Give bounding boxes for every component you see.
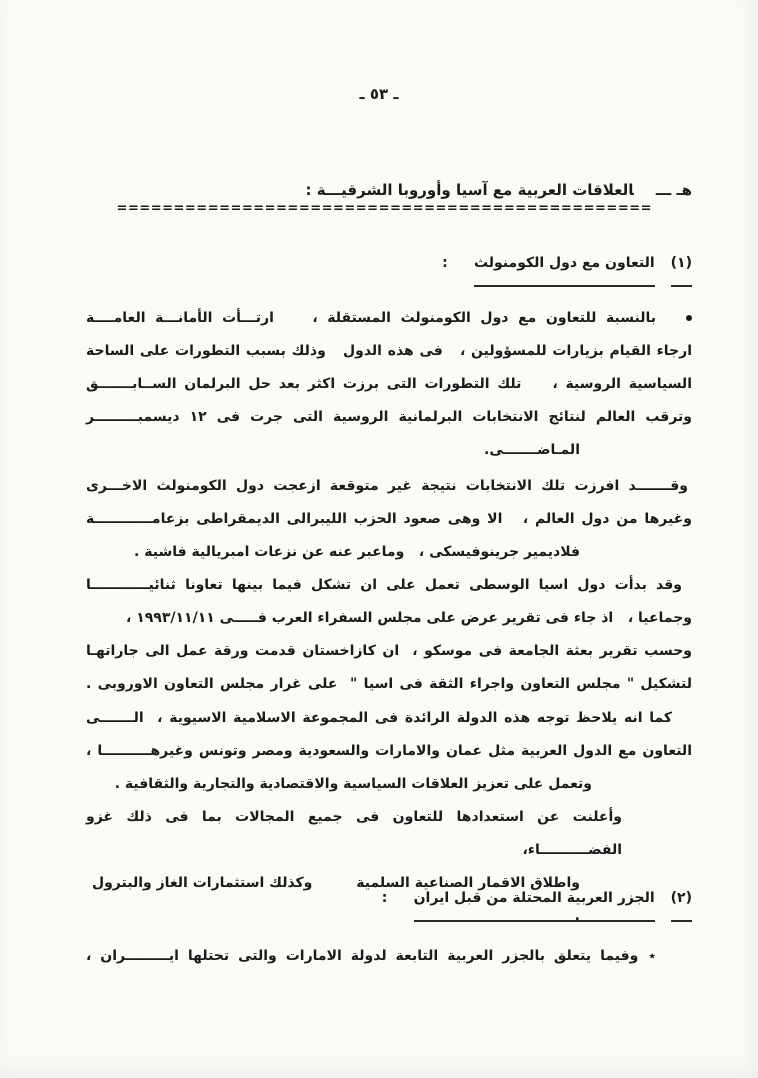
bullet-dot-icon	[686, 315, 692, 321]
paragraph-line: وترقب العالم لنتائج الانتخابات البرلمانية الروسية التى جرت فى ١٢ ديسمبـــــــــر	[86, 409, 692, 425]
subheading-title: التعاون مع دول الكومنولث	[474, 247, 655, 287]
paragraph-6	[86, 940, 692, 973]
paragraph-3	[86, 569, 692, 701]
paragraph-line: المـاضـــــــى.	[484, 442, 580, 458]
paragraph-line: وجماعيا ، اذ جاء فى تقرير عرض على مجلس السفراء العرب فـــــى ١٩٩٣/١١/١١ ،	[126, 610, 692, 626]
subheading-islands	[86, 882, 692, 922]
paragraph-4	[86, 702, 692, 801]
paragraph-line-text: بالنسبة للتعاون مع دول الكومنولث المستقلة ، ارتـــأت الأمانـــة العامــــة	[86, 310, 656, 326]
paragraph-line-text: وفيما يتعلق بالجزر العربية التابعة لدولة الامارات والتى تحتلها ايـــــــــران ،	[86, 948, 639, 964]
paragraph-line: ارجاء القيام بزيارات للمسؤولين ، فى هذه الدول وذلك بسبب التطورات على الساحة	[86, 343, 692, 359]
heading-underline: ===============================================	[116, 201, 652, 216]
paragraph-line: التعاون مع الدول العربية مثل عمان والامارات والسعودية ومصر وتونس وغيرهــــــــــا ،	[86, 743, 692, 759]
paragraph-line: فلاديمير جرينوفيسكى ، وماعبر عنه عن نزعات امبريالية فاشية .	[134, 544, 580, 560]
paragraph-line: وتعمل على تعزيز العلاقات السياسية والاقتصادية والتجارية والثقافية .	[114, 776, 592, 792]
paragraph-line: وقد بدأت دول اسيا الوسطى تعمل على ان تشكل فيما بينها تعاونا ثنائيــــــــــــا	[86, 577, 682, 593]
heading-item-marker: هـ ـــ	[655, 181, 692, 199]
paragraph-line: وغيرها من دول العالم ، الا وهى صعود الحزب الليبرالى الديمقراطى بزعامــــــــــــة	[86, 511, 692, 527]
subheading-number: (٢)	[671, 882, 692, 922]
paragraph-line: لتشكيل " مجلس التعاون واجراء الثقة فى اسيا " على غرار مجلس التعاون الاوروبى .	[86, 676, 692, 692]
paragraph-line: وأعلنت عن استعدادها للتعاون فى جميع المجالات بما فى ذلك غزو الفضــــــــــاء،	[86, 809, 622, 858]
heading-title: العلاقات العربية مع آسيا وأوروبا الشرقيـــة :	[305, 181, 634, 199]
subheading-title: الجزر العربية المحتلة من قبل ايران	[414, 882, 655, 922]
paragraph-line: السياسية الروسية ، تلك التطورات التى برزت اكثر بعد حل البرلمان الســابـــــــق	[86, 376, 692, 392]
paragraph-line	[86, 302, 692, 335]
paragraph-1	[86, 302, 692, 467]
paragraph-line: وقـــــــد افرزت تلك الانتخابات نتيجة غير متوقعة ازعجت دول الكومنولث الاخـــرى	[86, 478, 688, 494]
paragraph-line: كما انه يلاحظ توجه هذه الدولة الرائدة فى المجموعة الاسلامية الاسيوية ، الـــــــى	[86, 710, 672, 726]
asterisk-icon: ٭	[648, 948, 656, 964]
subheading-commonwealth	[86, 247, 692, 287]
paragraph-line: وحسب تقرير بعثة الجامعة فى موسكو ، ان كازاخستان قدمت ورقة عمل الى جاراتهـا	[86, 643, 692, 659]
subheading-colon: :	[381, 890, 388, 906]
subheading-number: (١)	[671, 247, 692, 287]
paragraph-2	[86, 470, 692, 569]
page-number: ـ ٥٣ ـ	[359, 85, 399, 103]
paragraph-line: واطلاق الاقمار الصناعية السلمية وكذلك استثمارات الغاز والبترول .	[91, 875, 580, 924]
subheading-colon: :	[442, 255, 448, 271]
paragraph-line	[86, 940, 656, 973]
